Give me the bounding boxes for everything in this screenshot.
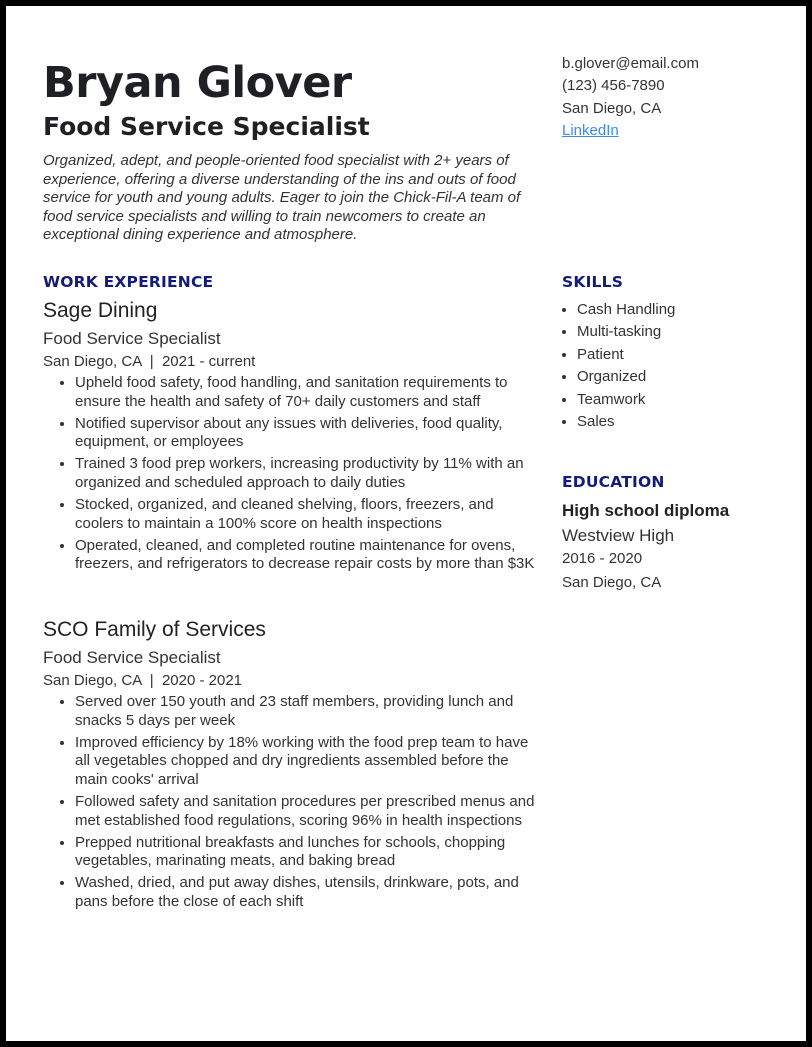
job-location-dates: San Diego, CA | 2020 - 2021 bbox=[43, 672, 243, 689]
job-location-dates: San Diego, CA | 2021 - current bbox=[43, 353, 256, 370]
list-item: • Upheld food safety, food handling, and sanitation requirements to ensure the health and safety of 70+ daily customers and staff bbox=[75, 374, 543, 411]
skill-item: • Teamwork bbox=[577, 389, 802, 411]
school: Westview High bbox=[562, 526, 675, 545]
list-item: • Served over 150 youth and 23 staff members, providing lunch and snacks 5 days per week bbox=[75, 693, 543, 730]
education-section bbox=[562, 473, 802, 595]
list-item: • Improved efficiency by 18% working with the food prep team to have all vegetables chopped and dry ingredients assembled before the main cooks' arrival bbox=[75, 734, 543, 790]
resume-page bbox=[6, 6, 806, 1041]
job-role: Food Service Specialist bbox=[43, 329, 221, 348]
job bbox=[43, 610, 543, 915]
list-item: • Stocked, organized, and cleaned shelving, floors, freezers, and coolers to maintain a 100% score on health inspections bbox=[75, 496, 543, 533]
section-heading: EDUCATION bbox=[562, 473, 665, 491]
skill-item: • Organized bbox=[577, 366, 802, 388]
list-item: • Notified supervisor about any issues with deliveries, food quality, equipment, or employees bbox=[75, 415, 543, 452]
candidate-name: Bryan Glover bbox=[43, 58, 352, 108]
list-item: • Trained 3 food prep workers, increasing productivity by 11% with an organized and scheduled approach to daily duties bbox=[75, 455, 543, 492]
work-experience-section bbox=[43, 273, 543, 577]
skill-item: • Cash Handling bbox=[577, 299, 802, 321]
job-role: Food Service Specialist bbox=[43, 648, 221, 667]
phone: (123) 456-7890 bbox=[562, 77, 665, 95]
company: Sage Dining bbox=[43, 299, 158, 322]
skill-item: • Sales bbox=[577, 411, 802, 433]
section-heading: WORK EXPERIENCE bbox=[43, 273, 214, 291]
list-item: • Followed safety and sanitation procedures per prescribed menus and met established food regulations, scoring 96% in health inspections bbox=[75, 793, 543, 830]
list-item: • Washed, dried, and put away dishes, utensils, drinkware, pots, and pans before the close of each shift bbox=[75, 874, 543, 911]
skill-item: • Multi-tasking bbox=[577, 321, 802, 343]
contact-info bbox=[562, 53, 699, 142]
degree: High school diploma bbox=[562, 501, 730, 520]
list-item: • Prepped nutritional breakfasts and lunches for schools, chopping vegetables, marinating meats, and baking bread bbox=[75, 834, 543, 871]
section-heading: SKILLS bbox=[562, 273, 624, 291]
skills-section bbox=[562, 273, 802, 433]
company: SCO Family of Services bbox=[43, 618, 266, 641]
location: San Diego, CA bbox=[562, 99, 662, 117]
summary: Organized, adept, and people-oriented food specialist with 2+ years of experience, offering a diverse understanding of the ins and outs of food service for youth and young adults. Eager to join the Chick-Fil-A team of food service specialists and willing to train newcomers to create an exceptional dining experience and atmosphere. bbox=[43, 152, 521, 244]
list-item: • Operated, cleaned, and completed routine maintenance for ovens, freezers, and refrigerators to decrease repair costs by more than $3K bbox=[75, 537, 543, 574]
education-location: San Diego, CA bbox=[562, 574, 662, 592]
candidate-title: Food Service Specialist bbox=[43, 112, 370, 141]
email: b.glover@email.com bbox=[562, 55, 699, 72]
linkedin-link[interactable]: LinkedIn bbox=[562, 121, 619, 139]
job bbox=[43, 299, 543, 574]
skill-item: • Patient bbox=[577, 344, 802, 366]
education-dates: 2016 - 2020 bbox=[562, 550, 643, 567]
